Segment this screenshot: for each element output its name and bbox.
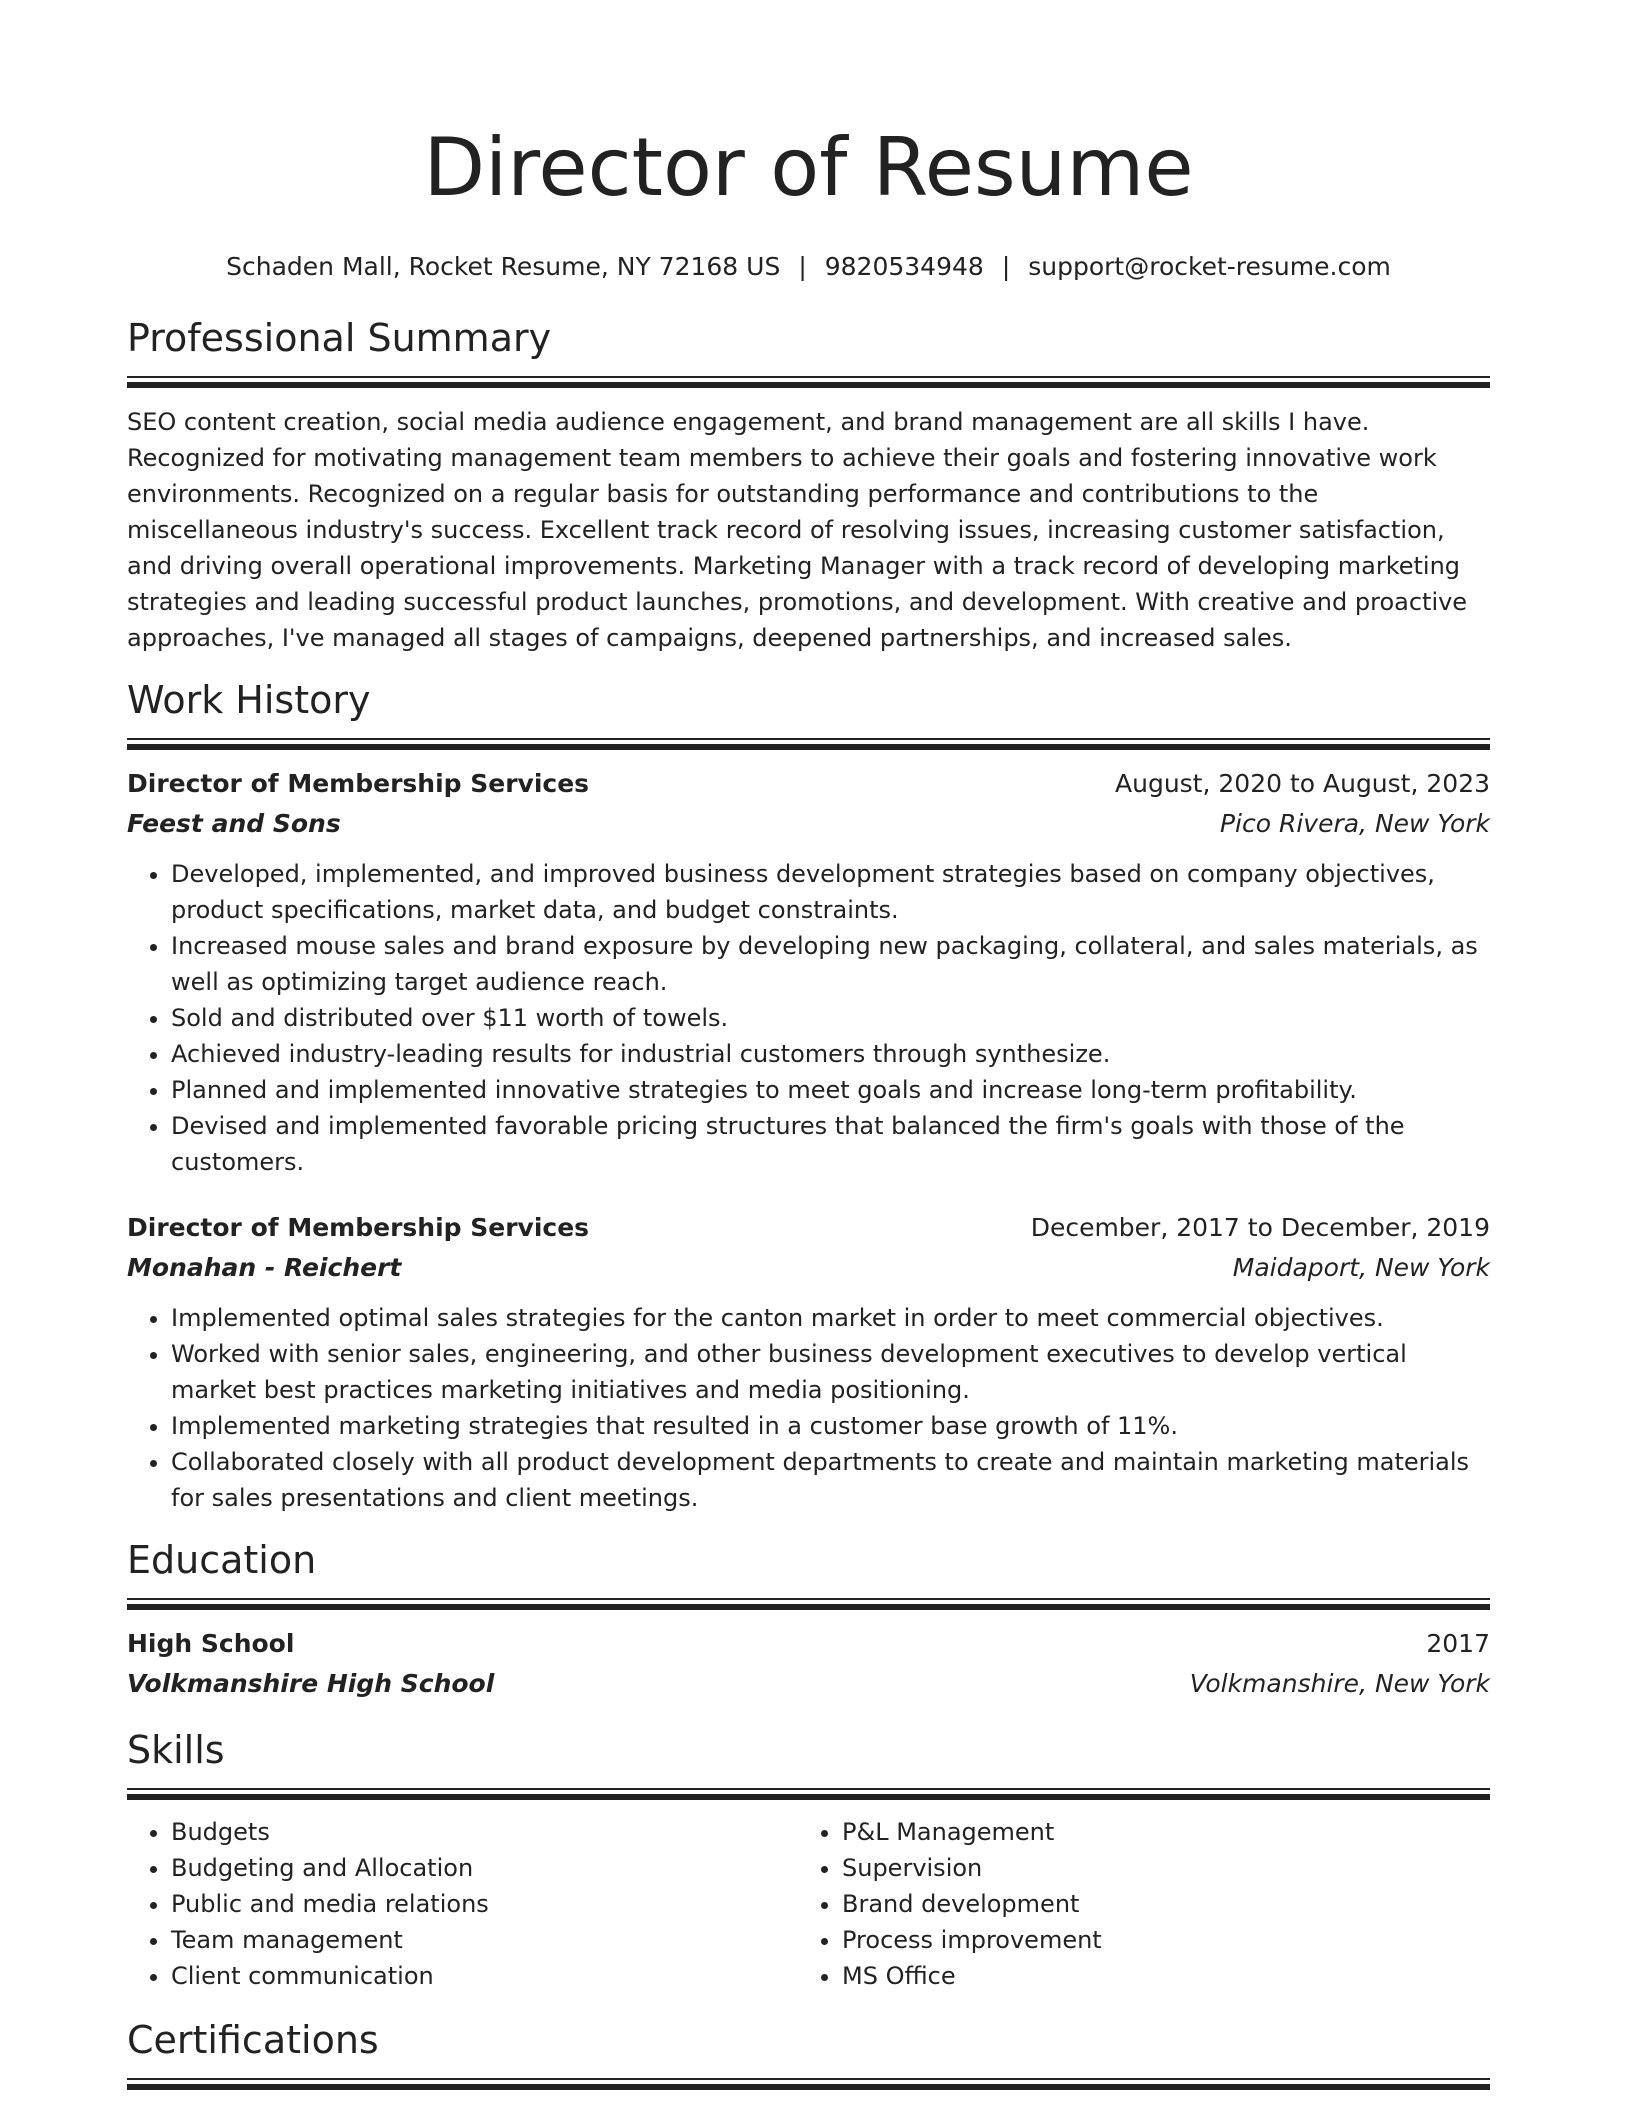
- skills-section: [127, 1726, 1490, 1994]
- job-bullet: • Implemented optimal sales strategies for the canton market in order to meet commercial objectives.: [171, 1300, 1490, 1336]
- section-title-summary: Professional Summary: [127, 316, 552, 360]
- section-title-education: Education: [127, 1538, 317, 1582]
- section-title-certifications: Certifications: [127, 2018, 379, 2062]
- job-bullet: • Collaborated closely with all product development departments to create and maintain marketing materials for sales presentations and client meetings.: [171, 1444, 1490, 1516]
- work-section: [127, 676, 1490, 1516]
- job-bullet: • Increased mouse sales and brand exposure by developing new packaging, collateral, and sales materials, as well as optimizing target audience reach.: [171, 928, 1490, 1000]
- contact-separator: |: [1001, 252, 1011, 281]
- job-dates: August, 2020 to August, 2023: [1115, 769, 1490, 798]
- skill-item: • Budgeting and Allocation: [171, 1850, 798, 1886]
- summary-section: [127, 314, 1490, 656]
- education-degree: High School: [127, 1629, 295, 1658]
- skills-list-left: [127, 1814, 798, 1994]
- education-header-row: [127, 1624, 1490, 1664]
- job-entry: [127, 764, 1490, 1180]
- resume-name: Director of Resume: [423, 121, 1194, 214]
- job-bullet: • Developed, implemented, and improved business development strategies based on company objectives, product specifications, market data, and budget constraints.: [171, 856, 1490, 928]
- section-divider: [127, 1788, 1490, 1800]
- section-divider: [127, 1598, 1490, 1610]
- job-bullets: [127, 856, 1490, 1180]
- skill-item: • Client communication: [171, 1958, 798, 1994]
- education-section: [127, 1536, 1490, 1704]
- education-location: Volkmanshire, New York: [1189, 1669, 1490, 1698]
- section-title-skills: Skills: [127, 1728, 225, 1772]
- job-company: Monahan - Reichert: [127, 1253, 402, 1282]
- job-bullet: • Implemented marketing strategies that resulted in a customer base growth of 11%.: [171, 1408, 1490, 1444]
- job-bullet: • Achieved industry-leading results for industrial customers through synthesize.: [171, 1036, 1490, 1072]
- resume-page: [127, 0, 1490, 2090]
- contact-email: support@rocket-resume.com: [1028, 252, 1391, 281]
- job-location: Pico Rivera, New York: [1219, 809, 1490, 838]
- job-bullets: [127, 1300, 1490, 1516]
- summary-text: SEO content creation, social media audience engagement, and brand management are all skills I have. Recognized for motivating management team members to achieve their goals and fostering innovative work environments. Recognized on a regular basis for outstanding performance and contributions to the miscellaneous industry's success. Excellent track record of resolving issues, increasing customer satisfaction, and driving overall operational improvements. Marketing Manager with a track record of developing marketing strategies and leading successful product launches, promotions, and development. With creative and proactive approaches, I've managed all stages of campaigns, deepened partnerships, and increased sales.: [127, 408, 1468, 652]
- job-location: Maidaport, New York: [1232, 1253, 1490, 1282]
- skill-item: • Brand development: [842, 1886, 1469, 1922]
- section-title-work: Work History: [127, 678, 371, 722]
- job-bullet: • Planned and implemented innovative strategies to meet goals and increase long-term profitability.: [171, 1072, 1490, 1108]
- job-title: Director of Membership Services: [127, 769, 590, 798]
- job-bullet: • Devised and implemented favorable pricing structures that balanced the firm's goals with those of the customers.: [171, 1108, 1490, 1180]
- skill-item: • P&L Management: [842, 1814, 1469, 1850]
- skill-item: • Budgets: [171, 1814, 798, 1850]
- job-company-row: [127, 1248, 1490, 1288]
- skills-list-right: [798, 1814, 1469, 1994]
- contact-address: Schaden Mall, Rocket Resume, NY 72168 US: [226, 252, 781, 281]
- job-dates: December, 2017 to December, 2019: [1030, 1213, 1490, 1242]
- skill-item: • Supervision: [842, 1850, 1469, 1886]
- job-company-row: [127, 804, 1490, 844]
- skill-item: • Team management: [171, 1922, 798, 1958]
- skill-item: • MS Office: [842, 1958, 1469, 1994]
- education-school: Volkmanshire High School: [127, 1669, 495, 1698]
- job-bullet: • Sold and distributed over $11 worth of towels.: [171, 1000, 1490, 1036]
- job-company: Feest and Sons: [127, 809, 341, 838]
- education-entry: [127, 1624, 1490, 1704]
- education-year: 2017: [1426, 1629, 1490, 1658]
- job-header-row: [127, 764, 1490, 804]
- section-divider: [127, 2078, 1490, 2090]
- skills-grid: [127, 1814, 1490, 1994]
- job-header-row: [127, 1208, 1490, 1248]
- job-bullet: • Worked with senior sales, engineering, and other business development executives to develop vertical market best practices marketing initiatives and media positioning.: [171, 1336, 1490, 1408]
- skill-item: • Process improvement: [842, 1922, 1469, 1958]
- education-school-row: [127, 1664, 1490, 1704]
- certifications-section: [127, 2016, 1490, 2090]
- contact-phone: 9820534948: [824, 252, 984, 281]
- job-entry: [127, 1208, 1490, 1516]
- contact-line: [127, 250, 1490, 284]
- contact-separator: |: [798, 252, 807, 281]
- section-divider: [127, 738, 1490, 750]
- skill-item: • Public and media relations: [171, 1886, 798, 1922]
- job-title: Director of Membership Services: [127, 1213, 590, 1242]
- section-divider: [127, 376, 1490, 388]
